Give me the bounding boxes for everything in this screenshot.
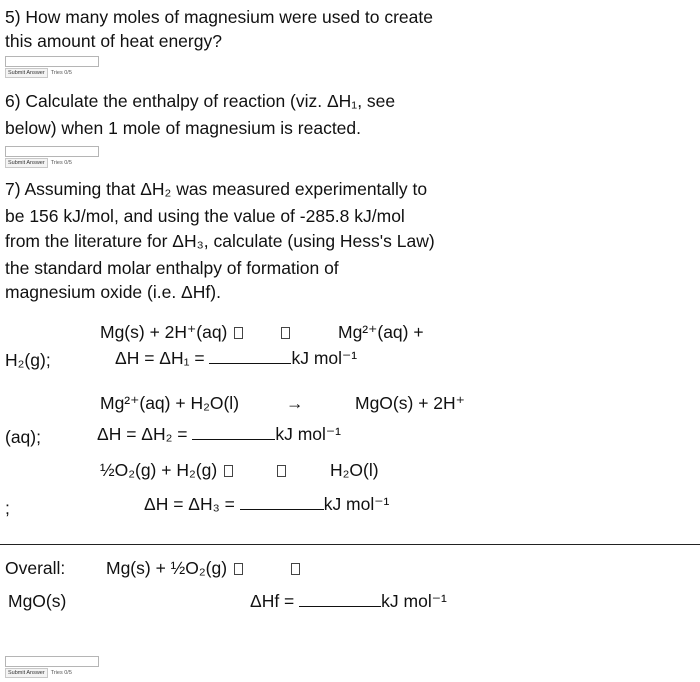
overall-enthalpy: ΔHf = kJ mol⁻¹: [250, 591, 447, 611]
dhf-blank: [299, 592, 381, 607]
reaction-arrow: →: [286, 393, 304, 413]
missing-glyph-icon: [224, 465, 233, 477]
missing-glyph-icon: [291, 563, 300, 575]
q7-submit-row: [5, 668, 72, 678]
divider: [0, 544, 700, 545]
q7-text-line2: be 156 kJ/mol, and using the value of -285.8 kJ/mol: [5, 206, 405, 226]
reaction3-enthalpy: ΔH = ΔH₃ = kJ mol⁻¹: [144, 494, 390, 514]
q5-submit-button[interactable]: Submit Answer: [5, 68, 48, 78]
reaction1-product-cont: H₂(g);: [5, 350, 51, 370]
missing-glyph-icon: [281, 327, 290, 339]
missing-glyph-icon: [277, 465, 286, 477]
q5-tries-text: Tries 0/5: [50, 70, 72, 76]
q6-submit-button[interactable]: Submit Answer: [5, 158, 48, 168]
q7-text-line3: from the literature for ΔH₃, calculate (using Hess's Law): [5, 231, 435, 251]
reaction2-reactants: Mg²⁺(aq) + H₂O(l): [100, 393, 240, 413]
missing-glyph-icon: [234, 563, 243, 575]
overall-label: Overall:: [5, 558, 66, 578]
q6-tries-text: Tries 0/5: [50, 160, 72, 166]
reaction2-enthalpy: ΔH = ΔH₂ = kJ mol⁻¹: [97, 424, 341, 444]
reaction3-product-cont: ;: [5, 498, 10, 518]
reaction1-product: Mg²⁺(aq) +: [338, 322, 424, 342]
q5-text-line2: this amount of heat energy?: [5, 31, 222, 51]
q7-text-line4: the standard molar enthalpy of formation of: [5, 258, 339, 278]
dh2-blank: [192, 425, 275, 440]
q5-text-line1: 5) How many moles of magnesium were used to create: [5, 7, 433, 27]
q6-answer-input[interactable]: [5, 146, 99, 157]
q7-text-line1: 7) Assuming that ΔH₂ was measured experimentally to: [5, 179, 428, 199]
reaction3-reactants: ½O₂(g) + H₂(g): [100, 460, 235, 481]
missing-glyph-icon: [234, 327, 243, 339]
q5-submit-row: [5, 68, 72, 78]
q7-submit-button[interactable]: Submit Answer: [5, 668, 48, 678]
reaction2-product-cont: (aq);: [5, 427, 41, 447]
overall-reactants: Mg(s) + ½O₂(g): [106, 558, 245, 579]
q7-answer-input[interactable]: [5, 656, 99, 667]
dh3-blank: [240, 495, 324, 510]
reaction2-product: MgO(s) + 2H⁺: [355, 393, 465, 413]
reaction1-enthalpy: ΔH = ΔH₁ = kJ mol⁻¹: [115, 348, 358, 368]
q6-text-line2: below) when 1 mole of magnesium is reacted.: [5, 118, 362, 138]
q7-tries-text: Tries 0/5: [50, 670, 72, 676]
q6-text-line1: 6) Calculate the enthalpy of reaction (viz. ΔH₁, see: [5, 91, 396, 111]
reaction1-reactants: Mg(s) + 2H⁺(aq): [100, 322, 245, 343]
q5-answer-input[interactable]: [5, 56, 99, 67]
overall-product: MgO(s): [8, 591, 67, 611]
dh1-blank: [209, 349, 291, 364]
q7-text-line5: magnesium oxide (i.e. ΔHf).: [5, 282, 221, 302]
reaction3-product: H₂O(l): [330, 460, 379, 480]
q6-submit-row: [5, 158, 72, 168]
